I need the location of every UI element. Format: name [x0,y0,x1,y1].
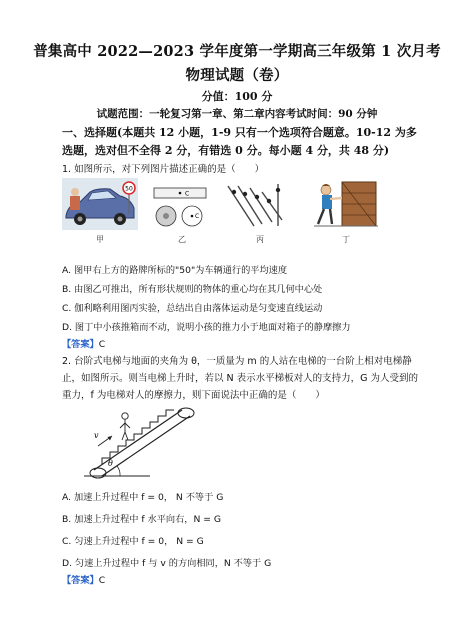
q1-option-d: D. 图丁中小孩推箱而不动，说明小孩的推力小于地面对箱子的静摩擦力 [62,322,351,333]
q1-answer [62,336,105,350]
caption-ding: 丁 [342,235,350,244]
figure-escalator [80,400,200,478]
answer-value: C [98,575,106,586]
q2-option-d: D. 匀速上升过程中 f 与 v 的方向相同，N 不等于 G [62,558,272,569]
question-2-stem: 2. 台阶式电梯与地面的夹角为 θ，一质量为 m 的人站在电梯的一台阶上相对电梯静止，如图所示。则当电梯上升时，若以 N 表示水平梯板对人的支持力，G 为人受到的重力，f 为电梯对人的摩擦力，则下面说法中正确的是（ ） [62,356,419,401]
figure-center-of-gravity [152,180,210,228]
exam-range: 试题范围：一轮复习第一章、第二章内容考试时间：90 分钟 [96,108,378,120]
figure-inclined-planes [224,180,290,230]
q1-option-a: A. 图甲右上方的路牌所标的"50"为车辆通行的平均速度 [62,265,288,276]
speed-sign-number: 50 [125,185,133,193]
q2-answer [62,572,105,586]
q1-option-c: C. 伽利略利用图丙实验，总结出自由落体运动是匀变速直线运动 [62,303,323,314]
answer-tag: 【答案】 [62,575,99,586]
question-1-stem: 1. 如图所示，对下列图片描述正确的是（ ） [62,164,265,175]
answer-tag: 【答案】 [62,339,99,350]
exam-title: 普集高中 2022—2023 学年度第一学期高三年级第 1 次月考 [33,43,441,60]
section-heading: 一、选择题(本题共 12 小题，1-9 只有一个选项符合题意。10-12 为多选题，选对但不全得 2 分，有错选 0 分。每小题 4 分，共 48 分) [62,126,417,157]
answer-value: C [98,339,106,350]
q1-option-b: B. 由图乙可推出，所有形状规则的物体的重心均在其几何中心处 [62,284,323,295]
angle-theta-label: θ [108,459,113,468]
score-line: 分值：100 分 [201,90,273,103]
q2-option-b: B. 加速上升过程中 f 水平向右，N = G [62,514,221,525]
caption-yi: 乙 [178,235,186,244]
q2-option-a: A. 加速上升过程中 f = 0， N 不等于 G [62,492,224,503]
caption-jia: 甲 [96,235,104,244]
q2-option-c: C. 匀速上升过程中 f = 0， N = G [62,536,204,547]
velocity-label: v [94,431,99,440]
caption-bing: 丙 [256,235,264,244]
exam-subtitle: 物理试题（卷） [185,67,289,84]
figure-car-speed-sign [62,178,138,230]
disc-center-label: C [195,213,200,220]
rod-center-label: C [185,190,190,198]
figure-child-pushing-box [314,178,378,230]
